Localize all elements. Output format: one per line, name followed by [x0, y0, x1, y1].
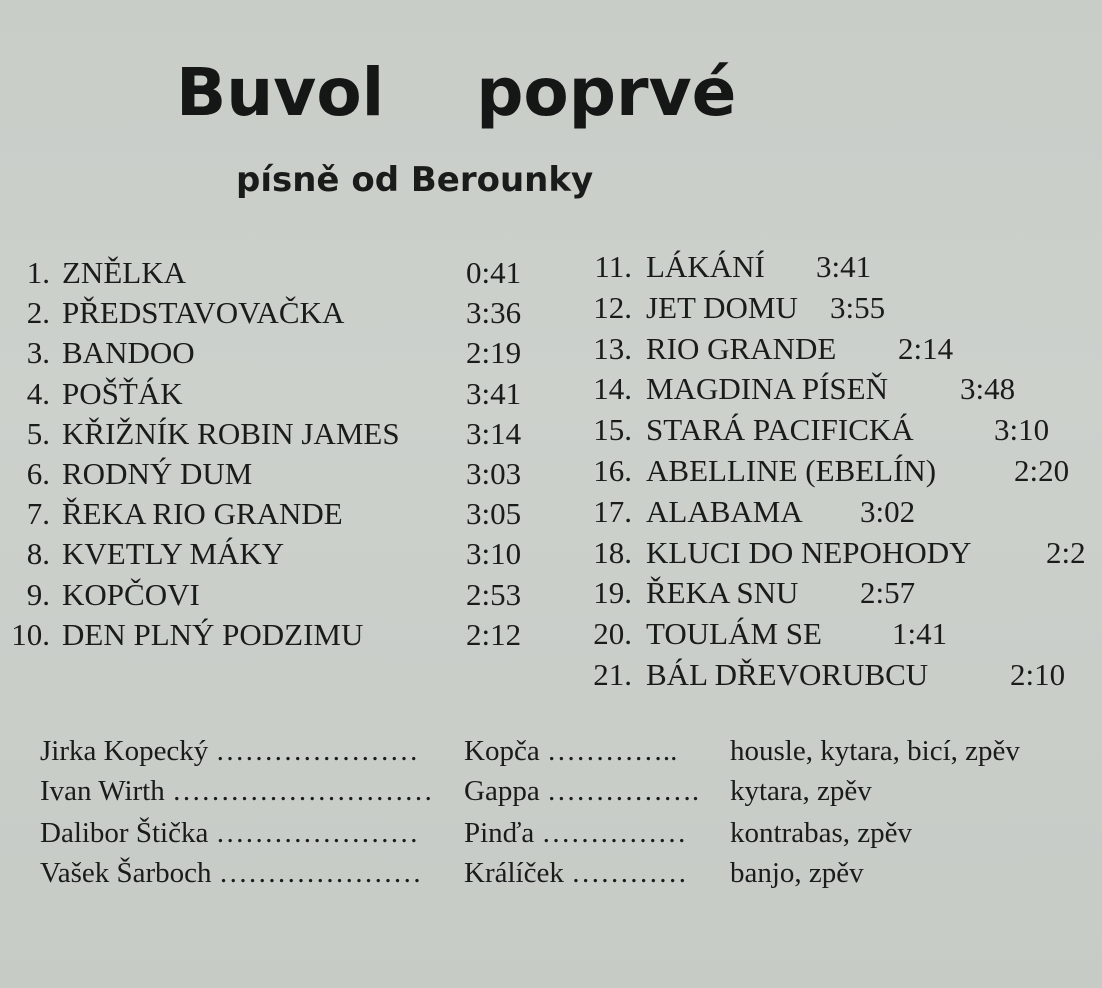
- track-duration: 3:48: [960, 371, 1016, 407]
- track-number: 1.: [26, 255, 50, 290]
- track-number: 10.: [11, 616, 50, 652]
- track-title: ŘEKA SNU: [646, 575, 799, 611]
- track-duration: 2:14: [898, 330, 954, 366]
- track-duration: 2:19: [466, 335, 522, 371]
- track-duration: 2:2: [1046, 534, 1086, 570]
- track-title: JET DOMU: [646, 289, 798, 325]
- track-number: 21.: [593, 657, 632, 692]
- track-number: 3.: [26, 335, 50, 371]
- track-title: KLUCI DO NEPOHODY: [646, 534, 972, 570]
- track-row: [0, 288, 1102, 328]
- track-duration: 1:41: [892, 616, 948, 652]
- track-row: [0, 410, 1102, 450]
- track-number: 17.: [593, 493, 632, 529]
- track-duration: 3:55: [830, 289, 886, 325]
- track-title: RIO GRANDE: [646, 330, 837, 366]
- track-title: POŠŤÁK: [62, 375, 183, 411]
- album-subtitle: písně od Berounky: [236, 160, 594, 200]
- track-number: 4.: [26, 375, 50, 411]
- track-title: DEN PLNÝ PODZIMU: [62, 616, 364, 652]
- member-name: Ivan Wirth ………………………: [40, 775, 433, 807]
- track-number: 11.: [594, 249, 632, 284]
- track-number: 8.: [26, 536, 50, 572]
- track-title: LÁKÁNÍ: [646, 249, 765, 284]
- track-title: BÁL DŘEVORUBCU: [646, 657, 929, 692]
- track-duration: 3:02: [860, 493, 916, 529]
- track-duration: 3:36: [466, 295, 522, 331]
- track-row: [0, 451, 1102, 491]
- member-role: kontrabas, zpěv: [730, 817, 912, 849]
- track-number: 6.: [26, 456, 50, 491]
- track-duration: 2:20: [1014, 453, 1070, 488]
- track-duration: 3:41: [816, 249, 872, 284]
- track-row: [0, 573, 1102, 613]
- track-row: [0, 655, 1102, 695]
- track-number: 18.: [593, 534, 632, 570]
- track-duration: 2:12: [466, 616, 522, 652]
- member-name: Vašek Šarboch …………………: [40, 857, 422, 889]
- member-role: banjo, zpěv: [730, 857, 864, 889]
- track-number: 2.: [26, 295, 50, 331]
- track-duration: 3:14: [466, 415, 522, 451]
- track-title: ABELLINE (EBELÍN): [646, 453, 937, 488]
- track-number: 16.: [593, 453, 632, 488]
- member-nickname: Králíček …………: [464, 857, 688, 889]
- track-row: [0, 614, 1102, 654]
- track-title: ALABAMA: [646, 493, 803, 529]
- track-number: 5.: [26, 415, 50, 451]
- track-number: 12.: [593, 289, 632, 325]
- track-title: MAGDINA PÍSEŇ: [646, 371, 888, 407]
- track-title: STARÁ PACIFICKÁ: [646, 412, 914, 448]
- track-duration: 3:05: [466, 496, 522, 532]
- member-role: housle, kytara, bicí, zpěv: [730, 735, 1020, 767]
- track-row: [0, 247, 1102, 287]
- track-title: TOULÁM SE: [646, 616, 822, 652]
- track-row: [0, 492, 1102, 532]
- member-row: [40, 771, 1102, 811]
- member-row: [40, 813, 1102, 853]
- track-title: KOPČOVI: [62, 576, 200, 612]
- track-number: 15.: [593, 412, 632, 448]
- member-role: kytara, zpěv: [730, 775, 872, 807]
- track-duration: 2:53: [466, 576, 522, 612]
- track-number: 19.: [593, 575, 632, 611]
- track-title: BANDOO: [62, 335, 195, 371]
- track-number: 20.: [593, 616, 632, 652]
- track-title: KŘIŽNÍK ROBIN JAMES: [62, 415, 400, 451]
- member-nickname: Gappa …………….: [464, 775, 700, 807]
- member-nickname: Pinďa ……………: [464, 817, 687, 849]
- track-row: [0, 369, 1102, 409]
- album-title: Buvol poprvé: [176, 54, 737, 131]
- track-number: 14.: [593, 371, 632, 407]
- member-name: Jirka Kopecký …………………: [40, 735, 419, 767]
- track-number: 13.: [593, 330, 632, 366]
- track-duration: 3:03: [466, 456, 522, 491]
- track-title: ŘEKA RIO GRANDE: [62, 496, 343, 532]
- track-duration: 0:41: [466, 255, 522, 290]
- track-row: [0, 533, 1102, 573]
- member-row: [40, 731, 1102, 771]
- track-row: [0, 329, 1102, 369]
- track-number: 9.: [26, 576, 50, 612]
- track-duration: 2:10: [1010, 657, 1066, 692]
- track-title: KVETLY MÁKY: [62, 536, 285, 572]
- track-title: PŘEDSTAVOVAČKA: [62, 295, 345, 331]
- member-row: [40, 853, 1102, 893]
- track-duration: 3:10: [994, 412, 1050, 448]
- track-title: RODNÝ DUM: [62, 456, 253, 491]
- track-duration: 2:57: [860, 575, 916, 611]
- track-number: 7.: [26, 496, 50, 532]
- track-duration: 3:10: [466, 536, 522, 572]
- member-name: Dalibor Štička …………………: [40, 817, 419, 849]
- track-title: ZNĚLKA: [62, 255, 186, 290]
- track-duration: 3:41: [466, 375, 522, 411]
- member-nickname: Kopča …………..: [464, 735, 678, 767]
